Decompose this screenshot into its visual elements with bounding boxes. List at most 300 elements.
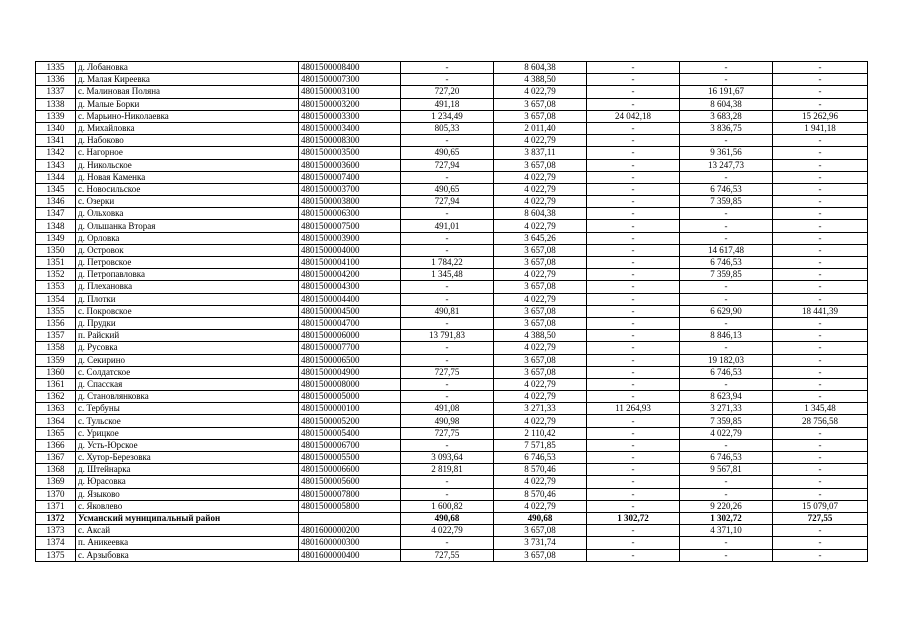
value-col-3-cell: - xyxy=(587,549,680,561)
table-row xyxy=(36,525,868,537)
value-col-4-cell: - xyxy=(680,62,773,74)
value-col-2-cell: 3 657,08 xyxy=(494,110,587,122)
oktmo-code-cell: 4801500007700 xyxy=(299,342,401,354)
value-col-5-cell: - xyxy=(773,62,868,74)
value-col-4-cell: 19 182,03 xyxy=(680,354,773,366)
settlement-name-cell: с. Тульское xyxy=(76,415,299,427)
value-col-1-cell: 1 345,48 xyxy=(401,269,494,281)
value-col-1-cell: - xyxy=(401,317,494,329)
value-col-5-cell: - xyxy=(773,452,868,464)
value-col-1-cell: - xyxy=(401,476,494,488)
value-col-5-cell: 727,55 xyxy=(773,512,868,524)
row-number-cell: 1350 xyxy=(36,244,76,256)
settlement-name-cell: с. Солдатское xyxy=(76,366,299,378)
value-col-4-cell: - xyxy=(680,439,773,451)
settlement-name-cell: д. Ольшанка Вторая xyxy=(76,220,299,232)
value-col-1-cell: - xyxy=(401,293,494,305)
value-col-1-cell: - xyxy=(401,378,494,390)
row-number-cell: 1348 xyxy=(36,220,76,232)
table-row xyxy=(36,305,868,317)
row-number-cell: 1340 xyxy=(36,122,76,134)
value-col-5-cell: - xyxy=(773,354,868,366)
value-col-1-cell: 490,81 xyxy=(401,305,494,317)
value-col-5-cell: - xyxy=(773,196,868,208)
value-col-3-cell: - xyxy=(587,220,680,232)
value-col-1-cell: 490,65 xyxy=(401,147,494,159)
oktmo-code-cell: 4801500005400 xyxy=(299,427,401,439)
oktmo-code-cell: 4801500003400 xyxy=(299,122,401,134)
value-col-5-cell: - xyxy=(773,464,868,476)
table-row xyxy=(36,439,868,451)
value-col-1-cell: 4 022,79 xyxy=(401,525,494,537)
settlement-name-cell: д. Плотки xyxy=(76,293,299,305)
oktmo-code-cell: 4801500004700 xyxy=(299,317,401,329)
table-row xyxy=(36,452,868,464)
value-col-4-cell: 7 359,85 xyxy=(680,415,773,427)
row-number-cell: 1336 xyxy=(36,74,76,86)
value-col-3-cell: - xyxy=(587,74,680,86)
settlement-name-cell: д. Ольховка xyxy=(76,208,299,220)
oktmo-code-cell: 4801500006700 xyxy=(299,439,401,451)
row-number-cell: 1335 xyxy=(36,62,76,74)
oktmo-code-cell: 4801500000100 xyxy=(299,403,401,415)
value-col-1-cell: 491,08 xyxy=(401,403,494,415)
value-col-3-cell: - xyxy=(587,305,680,317)
value-col-2-cell: 2 011,40 xyxy=(494,122,587,134)
value-col-5-cell: 28 756,58 xyxy=(773,415,868,427)
value-col-1-cell: 727,94 xyxy=(401,196,494,208)
table-row xyxy=(36,342,868,354)
row-number-cell: 1347 xyxy=(36,208,76,220)
value-col-5-cell: - xyxy=(773,74,868,86)
value-col-4-cell: 6 746,53 xyxy=(680,183,773,195)
value-col-2-cell: 3 657,08 xyxy=(494,525,587,537)
row-number-cell: 1372 xyxy=(36,512,76,524)
value-col-1-cell: 805,33 xyxy=(401,122,494,134)
settlement-name-cell: д. Прудки xyxy=(76,317,299,329)
value-col-2-cell: 8 604,38 xyxy=(494,62,587,74)
value-col-1-cell: - xyxy=(401,488,494,500)
value-col-2-cell: 8 570,46 xyxy=(494,488,587,500)
value-col-4-cell: - xyxy=(680,378,773,390)
oktmo-code-cell: 4801500004900 xyxy=(299,366,401,378)
value-col-3-cell: - xyxy=(587,196,680,208)
value-col-4-cell: - xyxy=(680,220,773,232)
value-col-3-cell: - xyxy=(587,257,680,269)
table-row xyxy=(36,244,868,256)
value-col-2-cell: 8 604,38 xyxy=(494,208,587,220)
oktmo-code-cell: 4801500003500 xyxy=(299,147,401,159)
value-col-4-cell: - xyxy=(680,549,773,561)
table-row xyxy=(36,135,868,147)
value-col-1-cell: 1 600,82 xyxy=(401,500,494,512)
value-col-2-cell: 3 645,26 xyxy=(494,232,587,244)
settlement-name-cell: д. Секирино xyxy=(76,354,299,366)
table-row xyxy=(36,391,868,403)
value-col-1-cell: 490,65 xyxy=(401,183,494,195)
value-col-4-cell: 9 361,56 xyxy=(680,147,773,159)
value-col-4-cell: - xyxy=(680,281,773,293)
table-total-row xyxy=(36,512,868,524)
value-col-4-cell: 1 302,72 xyxy=(680,512,773,524)
value-col-3-cell: - xyxy=(587,62,680,74)
value-col-1-cell: 1 784,22 xyxy=(401,257,494,269)
row-number-cell: 1349 xyxy=(36,232,76,244)
value-col-2-cell: 4 022,79 xyxy=(494,269,587,281)
value-col-3-cell: - xyxy=(587,452,680,464)
value-col-3-cell: - xyxy=(587,232,680,244)
value-col-2-cell: 4 022,79 xyxy=(494,171,587,183)
settlement-name-cell: д. Малые Борки xyxy=(76,98,299,110)
table-row xyxy=(36,208,868,220)
oktmo-code-cell: 4801500007500 xyxy=(299,220,401,232)
oktmo-code-cell: 4801500007400 xyxy=(299,171,401,183)
value-col-4-cell: 6 746,53 xyxy=(680,452,773,464)
table-row xyxy=(36,62,868,74)
value-col-4-cell: - xyxy=(680,476,773,488)
settlement-name-cell: д. Русовка xyxy=(76,342,299,354)
value-col-3-cell: 11 264,93 xyxy=(587,403,680,415)
settlement-name-cell: д. Плехановка xyxy=(76,281,299,293)
value-col-5-cell: - xyxy=(773,98,868,110)
value-col-5-cell: - xyxy=(773,147,868,159)
value-col-1-cell: 13 791,83 xyxy=(401,330,494,342)
value-col-2-cell: 4 022,79 xyxy=(494,391,587,403)
value-col-3-cell: - xyxy=(587,171,680,183)
value-col-2-cell: 3 657,08 xyxy=(494,257,587,269)
settlement-name-cell: с. Арзыбовка xyxy=(76,549,299,561)
value-col-5-cell: - xyxy=(773,488,868,500)
settlement-name-cell: с. Малиновая Поляна xyxy=(76,86,299,98)
value-col-1-cell: - xyxy=(401,391,494,403)
value-col-3-cell: - xyxy=(587,86,680,98)
value-col-5-cell: 1 345,48 xyxy=(773,403,868,415)
table-row xyxy=(36,159,868,171)
value-col-5-cell: - xyxy=(773,208,868,220)
settlement-name-cell: д. Петропавловка xyxy=(76,269,299,281)
settlement-name-cell: с. Марьино-Николаевка xyxy=(76,110,299,122)
value-col-1-cell: - xyxy=(401,342,494,354)
row-number-cell: 1342 xyxy=(36,147,76,159)
oktmo-code-cell: 4801500006500 xyxy=(299,354,401,366)
row-number-cell: 1341 xyxy=(36,135,76,147)
value-col-4-cell: - xyxy=(680,488,773,500)
settlement-name-cell: д. Никольское xyxy=(76,159,299,171)
settlement-name-cell: д. Становлянковка xyxy=(76,391,299,403)
value-col-3-cell: - xyxy=(587,488,680,500)
table-row xyxy=(36,427,868,439)
value-col-5-cell: - xyxy=(773,183,868,195)
oktmo-code-cell: 4801500007300 xyxy=(299,74,401,86)
value-col-3-cell: - xyxy=(587,244,680,256)
value-col-1-cell: 727,94 xyxy=(401,159,494,171)
row-number-cell: 1375 xyxy=(36,549,76,561)
value-col-1-cell: - xyxy=(401,208,494,220)
table-row xyxy=(36,464,868,476)
value-col-1-cell: 727,20 xyxy=(401,86,494,98)
row-number-cell: 1346 xyxy=(36,196,76,208)
value-col-2-cell: 7 571,85 xyxy=(494,439,587,451)
table-row xyxy=(36,147,868,159)
value-col-5-cell: 15 262,96 xyxy=(773,110,868,122)
value-col-1-cell: 490,68 xyxy=(401,512,494,524)
oktmo-code-cell: 4801500004500 xyxy=(299,305,401,317)
table-row xyxy=(36,183,868,195)
table-body xyxy=(36,62,868,562)
settlement-name-cell: д. Малая Киреевка xyxy=(76,74,299,86)
oktmo-code-cell: 4801500006300 xyxy=(299,208,401,220)
table-row xyxy=(36,86,868,98)
value-col-3-cell: - xyxy=(587,342,680,354)
value-col-5-cell: - xyxy=(773,293,868,305)
value-col-5-cell: - xyxy=(773,439,868,451)
value-col-5-cell: - xyxy=(773,220,868,232)
value-col-2-cell: 490,68 xyxy=(494,512,587,524)
settlement-name-cell: п. Аникеевка xyxy=(76,537,299,549)
value-col-4-cell: - xyxy=(680,208,773,220)
value-col-2-cell: 3 657,08 xyxy=(494,317,587,329)
row-number-cell: 1368 xyxy=(36,464,76,476)
value-col-1-cell: - xyxy=(401,281,494,293)
table-row xyxy=(36,110,868,122)
row-number-cell: 1356 xyxy=(36,317,76,329)
value-col-5-cell: 15 079,07 xyxy=(773,500,868,512)
settlement-name-cell: с. Яковлево xyxy=(76,500,299,512)
value-col-4-cell: 8 604,38 xyxy=(680,98,773,110)
value-col-5-cell: - xyxy=(773,135,868,147)
value-col-1-cell: 490,98 xyxy=(401,415,494,427)
table-row xyxy=(36,220,868,232)
value-col-3-cell: - xyxy=(587,281,680,293)
row-number-cell: 1371 xyxy=(36,500,76,512)
value-col-2-cell: 4 022,79 xyxy=(494,500,587,512)
oktmo-code-cell: 4801500003100 xyxy=(299,86,401,98)
value-col-4-cell: - xyxy=(680,135,773,147)
value-col-5-cell: - xyxy=(773,171,868,183)
value-col-4-cell: - xyxy=(680,171,773,183)
table-row xyxy=(36,537,868,549)
row-number-cell: 1362 xyxy=(36,391,76,403)
value-col-2-cell: 4 022,79 xyxy=(494,220,587,232)
oktmo-code-cell: 4801500006000 xyxy=(299,330,401,342)
value-col-3-cell: - xyxy=(587,269,680,281)
row-number-cell: 1364 xyxy=(36,415,76,427)
value-col-1-cell: 727,55 xyxy=(401,549,494,561)
oktmo-code-cell: 4801500005800 xyxy=(299,500,401,512)
value-col-4-cell: 9 567,81 xyxy=(680,464,773,476)
oktmo-code-cell: 4801500005500 xyxy=(299,452,401,464)
value-col-4-cell: - xyxy=(680,342,773,354)
settlement-name-cell: Усманский муниципальный район xyxy=(76,512,299,524)
settlement-name-cell: с. Урицкое xyxy=(76,427,299,439)
value-col-5-cell: - xyxy=(773,159,868,171)
settlement-name-cell: д. Островок xyxy=(76,244,299,256)
value-col-5-cell: - xyxy=(773,378,868,390)
value-col-3-cell: - xyxy=(587,366,680,378)
value-col-2-cell: 4 022,79 xyxy=(494,86,587,98)
value-col-3-cell: 24 042,18 xyxy=(587,110,680,122)
value-col-5-cell: - xyxy=(773,427,868,439)
table-row xyxy=(36,500,868,512)
value-col-4-cell: 3 836,75 xyxy=(680,122,773,134)
settlement-name-cell: д. Новая Каменка xyxy=(76,171,299,183)
value-col-4-cell: 13 247,73 xyxy=(680,159,773,171)
value-col-3-cell: - xyxy=(587,525,680,537)
value-col-2-cell: 4 022,79 xyxy=(494,183,587,195)
oktmo-code-cell: 4801500003300 xyxy=(299,110,401,122)
value-col-5-cell: - xyxy=(773,342,868,354)
value-col-5-cell: - xyxy=(773,476,868,488)
value-col-3-cell: - xyxy=(587,147,680,159)
table-row xyxy=(36,354,868,366)
value-col-4-cell: 6 746,53 xyxy=(680,366,773,378)
table-row xyxy=(36,269,868,281)
value-col-5-cell: - xyxy=(773,317,868,329)
value-col-2-cell: 3 657,08 xyxy=(494,159,587,171)
value-col-2-cell: 3 657,08 xyxy=(494,281,587,293)
value-col-3-cell: - xyxy=(587,183,680,195)
value-col-4-cell: 4 371,10 xyxy=(680,525,773,537)
settlement-name-cell: д. Штейнарка xyxy=(76,464,299,476)
value-col-3-cell: - xyxy=(587,354,680,366)
oktmo-code-cell: 4801500004400 xyxy=(299,293,401,305)
value-col-3-cell: - xyxy=(587,330,680,342)
table-row xyxy=(36,171,868,183)
value-col-2-cell: 4 022,79 xyxy=(494,415,587,427)
value-col-2-cell: 3 271,33 xyxy=(494,403,587,415)
oktmo-code-cell: 4801500005000 xyxy=(299,391,401,403)
row-number-cell: 1370 xyxy=(36,488,76,500)
row-number-cell: 1352 xyxy=(36,269,76,281)
value-col-5-cell: - xyxy=(773,330,868,342)
value-col-5-cell: 18 441,39 xyxy=(773,305,868,317)
value-col-4-cell: 4 022,79 xyxy=(680,427,773,439)
row-number-cell: 1357 xyxy=(36,330,76,342)
table-row xyxy=(36,98,868,110)
value-col-1-cell: - xyxy=(401,232,494,244)
value-col-2-cell: 4 022,79 xyxy=(494,135,587,147)
settlement-name-cell: с. Аксай xyxy=(76,525,299,537)
row-number-cell: 1338 xyxy=(36,98,76,110)
settlement-name-cell: с. Тербуны xyxy=(76,403,299,415)
value-col-5-cell: - xyxy=(773,391,868,403)
value-col-3-cell: 1 302,72 xyxy=(587,512,680,524)
oktmo-code-cell: 4801600000400 xyxy=(299,549,401,561)
value-col-4-cell: 3 683,28 xyxy=(680,110,773,122)
settlement-name-cell: с. Новосильское xyxy=(76,183,299,195)
value-col-2-cell: 3 731,74 xyxy=(494,537,587,549)
value-col-4-cell: 14 617,48 xyxy=(680,244,773,256)
oktmo-code-cell: 4801500006600 xyxy=(299,464,401,476)
oktmo-code-cell: 4801500008400 xyxy=(299,62,401,74)
table-row xyxy=(36,549,868,561)
value-col-2-cell: 3 657,08 xyxy=(494,354,587,366)
oktmo-code-cell: 4801500008000 xyxy=(299,378,401,390)
value-col-4-cell: 6 746,53 xyxy=(680,257,773,269)
value-col-3-cell: - xyxy=(587,476,680,488)
table-row xyxy=(36,232,868,244)
row-number-cell: 1358 xyxy=(36,342,76,354)
table-row xyxy=(36,415,868,427)
value-col-2-cell: 8 570,46 xyxy=(494,464,587,476)
row-number-cell: 1369 xyxy=(36,476,76,488)
oktmo-code-cell: 4801500003200 xyxy=(299,98,401,110)
value-col-4-cell: 3 271,33 xyxy=(680,403,773,415)
oktmo-code-cell: 4801600000200 xyxy=(299,525,401,537)
row-number-cell: 1353 xyxy=(36,281,76,293)
value-col-4-cell: 9 220,26 xyxy=(680,500,773,512)
value-col-5-cell: - xyxy=(773,86,868,98)
value-col-5-cell: - xyxy=(773,525,868,537)
table-row xyxy=(36,378,868,390)
data-table xyxy=(35,61,868,562)
value-col-4-cell: - xyxy=(680,293,773,305)
value-col-2-cell: 4 022,79 xyxy=(494,293,587,305)
value-col-3-cell: - xyxy=(587,391,680,403)
oktmo-code-cell: 4801500004300 xyxy=(299,281,401,293)
row-number-cell: 1337 xyxy=(36,86,76,98)
value-col-5-cell: - xyxy=(773,257,868,269)
value-col-1-cell: 727,75 xyxy=(401,427,494,439)
value-col-2-cell: 3 657,08 xyxy=(494,98,587,110)
row-number-cell: 1360 xyxy=(36,366,76,378)
row-number-cell: 1365 xyxy=(36,427,76,439)
value-col-3-cell: - xyxy=(587,378,680,390)
value-col-1-cell: - xyxy=(401,439,494,451)
row-number-cell: 1339 xyxy=(36,110,76,122)
settlement-name-cell: д. Языково xyxy=(76,488,299,500)
value-col-2-cell: 3 657,08 xyxy=(494,244,587,256)
value-col-1-cell: - xyxy=(401,244,494,256)
oktmo-code-cell: 4801500004000 xyxy=(299,244,401,256)
row-number-cell: 1354 xyxy=(36,293,76,305)
value-col-1-cell: 2 819,81 xyxy=(401,464,494,476)
value-col-1-cell: 727,75 xyxy=(401,366,494,378)
table-row xyxy=(36,330,868,342)
row-number-cell: 1343 xyxy=(36,159,76,171)
value-col-1-cell: - xyxy=(401,62,494,74)
settlement-name-cell: п. Райский xyxy=(76,330,299,342)
oktmo-code-cell: 4801500008300 xyxy=(299,135,401,147)
settlement-name-cell: д. Спасская xyxy=(76,378,299,390)
value-col-4-cell: 8 846,13 xyxy=(680,330,773,342)
oktmo-code-cell: 4801500003600 xyxy=(299,159,401,171)
oktmo-code-cell: 4801500005200 xyxy=(299,415,401,427)
value-col-1-cell: 491,01 xyxy=(401,220,494,232)
oktmo-code-cell: 4801500007800 xyxy=(299,488,401,500)
value-col-5-cell: - xyxy=(773,549,868,561)
table-row xyxy=(36,366,868,378)
oktmo-code-cell: 4801500005600 xyxy=(299,476,401,488)
value-col-1-cell: - xyxy=(401,171,494,183)
value-col-2-cell: 3 657,08 xyxy=(494,305,587,317)
table-row xyxy=(36,281,868,293)
value-col-3-cell: - xyxy=(587,317,680,329)
value-col-5-cell: - xyxy=(773,366,868,378)
table-row xyxy=(36,317,868,329)
oktmo-code-cell: 4801500003900 xyxy=(299,232,401,244)
value-col-3-cell: - xyxy=(587,135,680,147)
value-col-4-cell: 7 359,85 xyxy=(680,269,773,281)
value-col-4-cell: 6 629,90 xyxy=(680,305,773,317)
row-number-cell: 1366 xyxy=(36,439,76,451)
table-row xyxy=(36,74,868,86)
settlement-name-cell: д. Лобановка xyxy=(76,62,299,74)
table-row xyxy=(36,293,868,305)
value-col-2-cell: 4 022,79 xyxy=(494,378,587,390)
row-number-cell: 1361 xyxy=(36,378,76,390)
table-row xyxy=(36,196,868,208)
